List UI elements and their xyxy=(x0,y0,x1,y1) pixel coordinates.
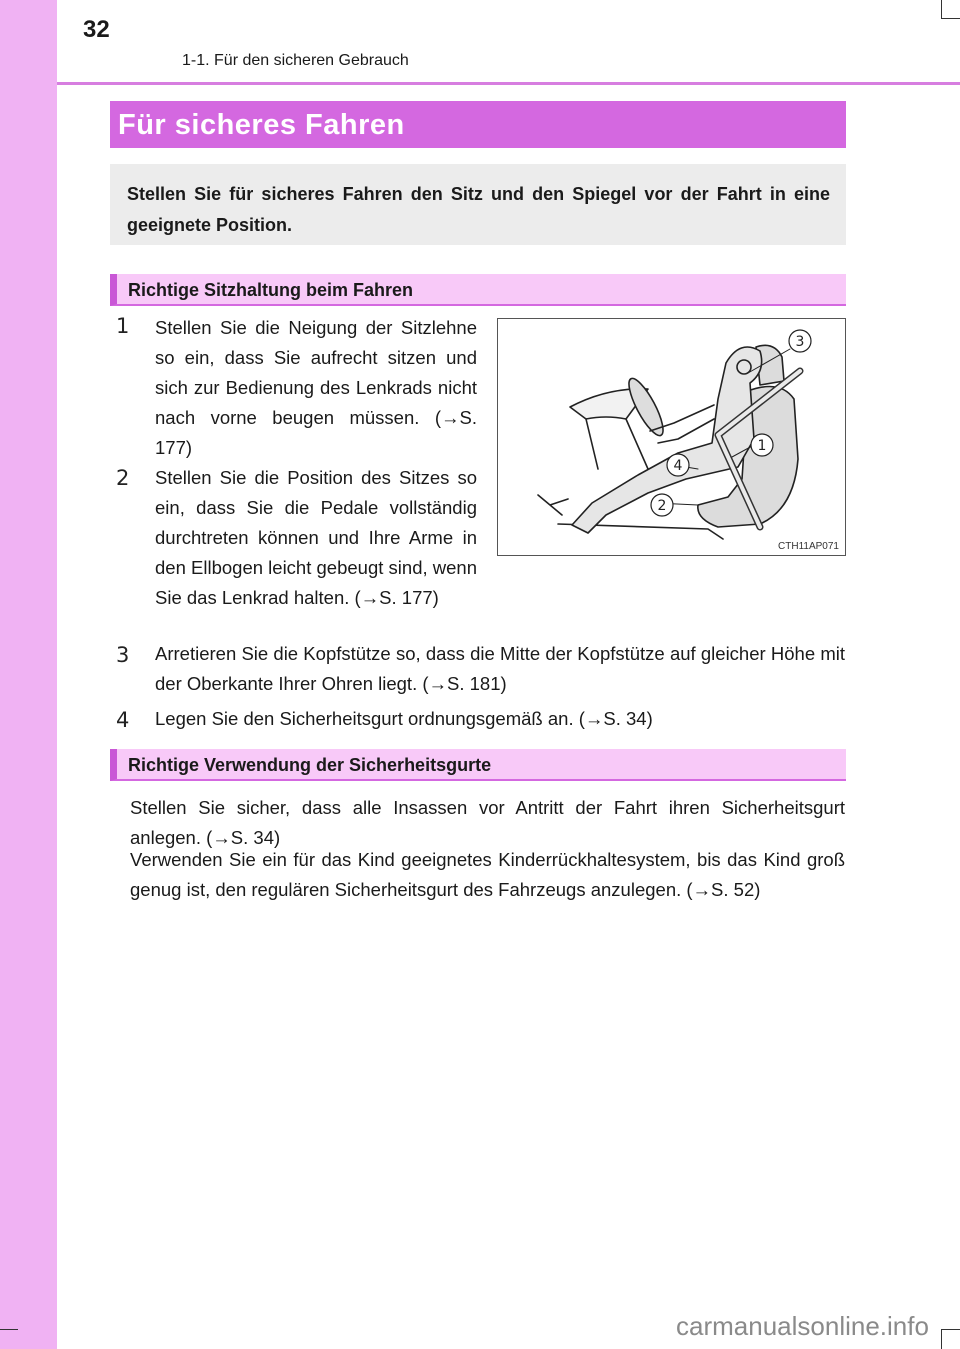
section-heading-bar xyxy=(110,274,846,306)
figure-code: CTH11AP071 xyxy=(778,541,839,552)
instruction-text: Stellen Sie die Position des Sitzes so ein, dass Sie die Pedale vollständig durchtreten können und Ihre Arme in den Ellbogen leicht gebeugt sind, wenn Sie das Lenkrad halten. (→S. 177) xyxy=(155,467,477,608)
item-number: 4 xyxy=(116,708,130,732)
crop-mark xyxy=(0,1329,18,1330)
item-number: 1 xyxy=(116,314,130,338)
crop-mark xyxy=(941,0,942,18)
seating-position-illustration xyxy=(497,318,846,556)
watermark: carmanualsonline.info xyxy=(676,1311,929,1341)
body-paragraph: Stellen Sie sicher, dass alle Insassen vor Antritt der Fahrt ihren Sicherheitsgurt anlegen. (→S. 34) xyxy=(130,797,845,848)
item-number: 2 xyxy=(116,466,130,490)
running-head: 1-1. Für den sicheren Gebrauch xyxy=(182,52,409,69)
page-number: 32 xyxy=(83,16,110,43)
callout-label: 1 xyxy=(757,438,767,454)
callout-label: 3 xyxy=(795,334,805,350)
callout-label: 4 xyxy=(673,458,683,474)
page-title: Für sicheres Fahren xyxy=(118,109,405,141)
crop-mark xyxy=(941,18,960,19)
left-color-band xyxy=(0,0,57,1349)
header-rule xyxy=(57,82,960,85)
intro-box: Stellen Sie für sicheres Fahren den Sitz und den Spiegel vor der Fahrt in eine geeignete Position. xyxy=(110,164,846,245)
instruction-text: Arretieren Sie die Kopfstütze so, dass die Mitte der Kopfstütze auf gleicher Höhe mit der Oberkante Ihrer Ohren liegt. (→S. 181) xyxy=(155,643,845,694)
crop-mark xyxy=(941,1329,960,1330)
driver-seat-illustration xyxy=(498,319,845,555)
body-paragraph: Verwenden Sie ein für das Kind geeignetes Kinderrückhaltesystem, bis das Kind groß genug ist, den regulären Sicherheitsgurt des Fahrzeugs anzulegen. (→S. 52) xyxy=(130,849,845,900)
item-number: 3 xyxy=(116,643,130,667)
callout-label: 2 xyxy=(657,498,667,514)
instruction-text: Stellen Sie die Neigung der Sitzlehne so ein, dass Sie aufrecht sitzen und sich zur Bedienung des Lenkrads nicht nach vorne beugen müssen. (→S. 177) xyxy=(155,317,477,458)
crop-mark xyxy=(941,1329,942,1349)
section-heading: Richtige Verwendung der Sicherheitsgurte xyxy=(128,755,492,775)
section-heading: Richtige Sitzhaltung beim Fahren xyxy=(128,280,414,300)
section-heading-bar xyxy=(110,749,846,781)
instruction-text: Legen Sie den Sicherheitsgurt ordnungsgemäß an. (→S. 34) xyxy=(155,708,653,729)
page-title-bar xyxy=(110,101,846,148)
